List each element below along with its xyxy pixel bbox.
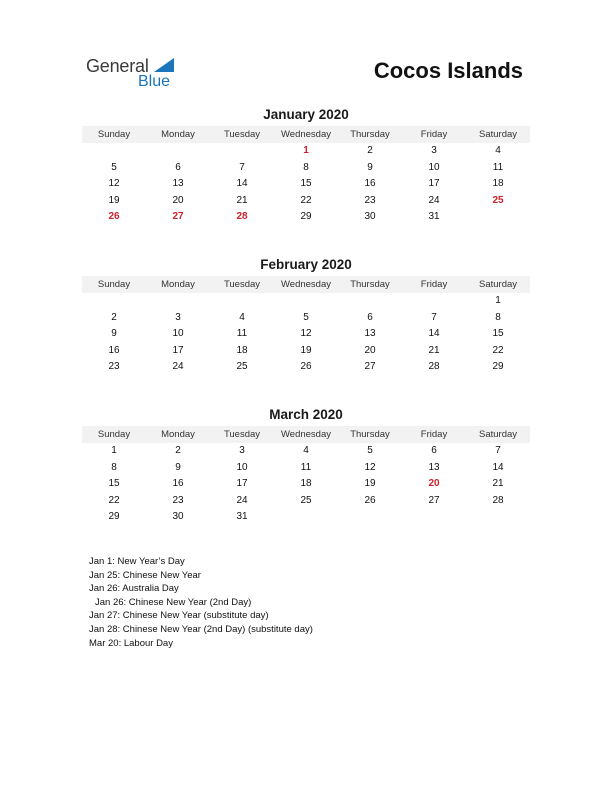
day-cell xyxy=(274,509,338,526)
weekday-label: Friday xyxy=(420,429,448,440)
holiday-list xyxy=(89,555,313,650)
holiday-entry: Jan 1: New Year’s Day xyxy=(89,556,185,567)
day-cell: 8 xyxy=(303,161,309,173)
day-cell: 14 xyxy=(492,461,504,473)
day-cell: 16 xyxy=(364,178,376,190)
day-cell: 29 xyxy=(492,361,504,373)
day-cell: 3 xyxy=(239,445,245,456)
day-cell: 10 xyxy=(172,328,184,340)
day-cell: 24 xyxy=(236,494,248,506)
day-cell: 20 xyxy=(364,344,376,356)
day-cell: 3 xyxy=(431,145,437,156)
weekday-label: Saturday xyxy=(478,279,518,290)
weekday-label: Sunday xyxy=(97,279,131,290)
day-cell: 6 xyxy=(175,161,181,173)
day-cell: 3 xyxy=(175,311,181,323)
day-cell: 15 xyxy=(108,478,120,490)
day-cell: 31 xyxy=(428,211,440,223)
month-title: March 2020 xyxy=(269,407,343,422)
weekday-label: Thursday xyxy=(350,429,390,440)
day-cell: 25 xyxy=(492,194,504,206)
weekday-label: Tuesday xyxy=(223,279,261,290)
weekday-label: Wednesday xyxy=(281,279,331,290)
day-cell: 6 xyxy=(367,311,373,323)
week-row xyxy=(82,326,530,343)
holiday-entry: Mar 20: Labour Day xyxy=(89,637,173,649)
day-cell: 11 xyxy=(236,328,248,340)
day-cell: 1 xyxy=(495,295,501,306)
month-calendar xyxy=(82,106,530,226)
day-cell: 1 xyxy=(303,145,309,156)
month-calendar xyxy=(82,406,530,526)
month-calendar xyxy=(82,256,530,376)
day-cell: 2 xyxy=(111,311,117,323)
day-cell: 11 xyxy=(300,461,312,473)
day-cell: 27 xyxy=(428,494,440,506)
week-row xyxy=(82,143,530,160)
day-cell: 7 xyxy=(431,311,437,323)
day-cell: 17 xyxy=(428,178,440,190)
day-cell: 12 xyxy=(108,178,120,190)
day-cell: 19 xyxy=(364,478,376,490)
weekday-label: Friday xyxy=(420,129,448,140)
day-cell: 25 xyxy=(300,494,312,506)
day-cell xyxy=(146,293,210,310)
week-row xyxy=(82,160,530,177)
weekday-label: Monday xyxy=(161,429,195,440)
day-cell: 4 xyxy=(303,445,309,456)
holiday-entry: Jan 25: Chinese New Year xyxy=(89,569,201,581)
day-cell: 5 xyxy=(367,445,373,456)
weekday-label: Tuesday xyxy=(223,129,261,140)
day-cell: 28 xyxy=(428,361,440,373)
week-row xyxy=(82,193,530,210)
day-cell: 26 xyxy=(108,211,120,223)
week-row xyxy=(82,509,530,526)
day-cell: 13 xyxy=(172,178,184,190)
day-cell: 20 xyxy=(428,478,440,490)
day-cell: 31 xyxy=(236,511,248,523)
day-cell: 17 xyxy=(236,478,248,490)
weekday-label: Saturday xyxy=(478,429,518,440)
day-cell: 4 xyxy=(495,145,501,156)
day-cell: 22 xyxy=(300,194,312,206)
day-cell: 20 xyxy=(172,194,184,206)
holiday-entry: Jan 26: Chinese New Year (2nd Day) xyxy=(95,596,252,608)
day-cell: 8 xyxy=(111,461,117,473)
day-cell: 27 xyxy=(364,361,376,373)
day-cell: 5 xyxy=(303,311,309,323)
day-cell: 13 xyxy=(428,461,440,473)
day-cell xyxy=(338,293,402,310)
day-cell: 29 xyxy=(108,511,120,523)
day-cell: 21 xyxy=(492,478,504,490)
day-cell: 4 xyxy=(239,311,245,323)
day-cell: 16 xyxy=(108,344,120,356)
day-cell: 19 xyxy=(108,194,120,206)
day-cell: 17 xyxy=(172,344,184,356)
day-cell xyxy=(82,143,146,160)
week-row xyxy=(82,310,530,327)
day-cell: 11 xyxy=(492,161,504,173)
day-cell: 23 xyxy=(108,361,120,373)
logo-triangle-icon xyxy=(154,58,174,72)
day-cell: 12 xyxy=(300,328,312,340)
week-row xyxy=(82,443,530,460)
day-cell: 2 xyxy=(175,445,181,456)
holiday-entry: Jan 26: Australia Day xyxy=(89,583,179,595)
week-row xyxy=(82,460,530,477)
day-cell xyxy=(210,143,274,160)
weekday-label: Monday xyxy=(161,129,195,140)
week-row xyxy=(82,476,530,493)
day-cell: 18 xyxy=(492,178,504,190)
weekday-label: Saturday xyxy=(478,129,518,140)
day-cell: 10 xyxy=(428,161,440,173)
weekday-label: Friday xyxy=(420,279,448,290)
weekday-header xyxy=(82,426,530,443)
week-row xyxy=(82,359,530,376)
month-title: February 2020 xyxy=(260,257,352,272)
day-cell: 30 xyxy=(364,211,376,223)
week-row xyxy=(82,343,530,360)
logo-text-general: General xyxy=(86,56,149,76)
day-cell: 24 xyxy=(172,361,184,373)
holiday-entry: Jan 28: Chinese New Year (2nd Day) (substitute day) xyxy=(89,623,313,635)
day-cell: 15 xyxy=(492,328,504,340)
day-cell: 14 xyxy=(428,328,440,340)
day-cell: 30 xyxy=(172,511,184,523)
day-cell: 19 xyxy=(300,344,312,356)
month-title: January 2020 xyxy=(263,107,349,122)
day-cell: 18 xyxy=(236,344,248,356)
day-cell: 1 xyxy=(111,445,117,456)
day-cell: 10 xyxy=(236,461,248,473)
day-cell: 7 xyxy=(495,445,501,456)
day-cell xyxy=(274,293,338,310)
weekday-label: Tuesday xyxy=(223,429,261,440)
day-cell: 7 xyxy=(239,161,245,173)
weekday-label: Monday xyxy=(161,279,195,290)
day-cell: 18 xyxy=(300,478,312,490)
day-cell: 8 xyxy=(495,311,501,323)
weekday-label: Thursday xyxy=(350,279,390,290)
day-cell: 24 xyxy=(428,194,440,206)
week-row xyxy=(82,293,530,310)
day-cell: 13 xyxy=(364,328,376,340)
day-cell xyxy=(338,509,402,526)
day-cell: 6 xyxy=(431,445,437,456)
week-row xyxy=(82,493,530,510)
day-cell: 26 xyxy=(364,494,376,506)
day-cell: 9 xyxy=(175,461,181,473)
generalblue-logo xyxy=(86,56,186,92)
day-cell xyxy=(466,209,530,226)
weekday-label: Sunday xyxy=(97,429,131,440)
week-row xyxy=(82,209,530,226)
day-cell xyxy=(402,509,466,526)
day-cell xyxy=(82,293,146,310)
day-cell xyxy=(402,293,466,310)
day-cell xyxy=(210,293,274,310)
holiday-entry: Jan 27: Chinese New Year (substitute day) xyxy=(89,610,269,622)
weekday-label: Sunday xyxy=(97,129,131,140)
weekday-label: Wednesday xyxy=(281,429,331,440)
weekday-header xyxy=(82,276,530,293)
day-cell: 21 xyxy=(428,344,440,356)
day-cell: 9 xyxy=(111,328,117,340)
day-cell: 16 xyxy=(172,478,184,490)
day-cell: 14 xyxy=(236,178,248,190)
day-cell: 2 xyxy=(367,145,373,156)
day-cell: 23 xyxy=(364,194,376,206)
week-row xyxy=(82,176,530,193)
weekday-label: Wednesday xyxy=(281,129,331,140)
logo-text-blue: Blue xyxy=(138,73,171,90)
day-cell: 26 xyxy=(300,361,312,373)
weekday-label: Thursday xyxy=(350,129,390,140)
country-title: Cocos Islands xyxy=(373,58,523,83)
day-cell: 25 xyxy=(236,361,248,373)
weekday-header xyxy=(82,126,530,143)
day-cell: 22 xyxy=(108,494,120,506)
day-cell: 28 xyxy=(492,494,504,506)
day-cell: 27 xyxy=(172,211,184,223)
day-cell: 12 xyxy=(364,461,376,473)
day-cell: 21 xyxy=(236,194,248,206)
day-cell xyxy=(146,143,210,160)
day-cell: 29 xyxy=(300,211,312,223)
day-cell: 28 xyxy=(236,211,248,223)
day-cell xyxy=(466,509,530,526)
day-cell: 22 xyxy=(492,344,504,356)
day-cell: 9 xyxy=(367,161,373,173)
day-cell: 15 xyxy=(300,178,312,190)
day-cell: 5 xyxy=(111,161,117,173)
day-cell: 23 xyxy=(172,494,184,506)
